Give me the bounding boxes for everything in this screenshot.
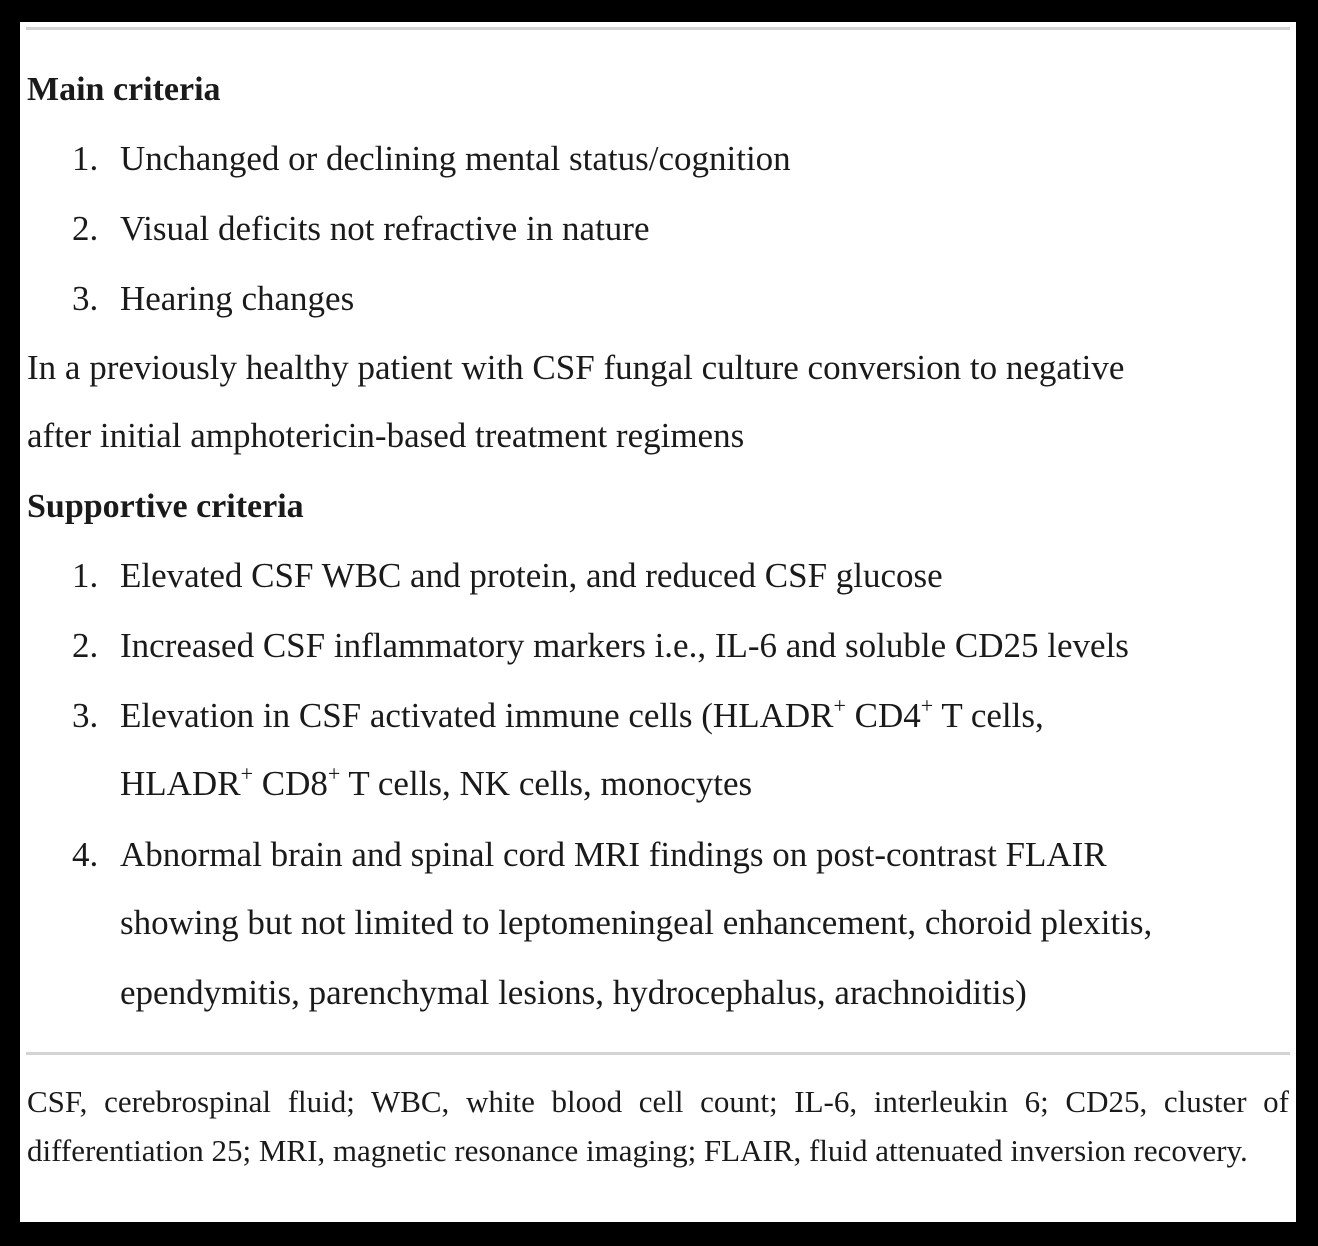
main-criteria-heading: Main criteria [27, 71, 221, 108]
item-number: 3. [72, 696, 99, 735]
criteria-table [20, 22, 1296, 1222]
text-segment: T cells, [933, 696, 1044, 735]
item-text: Hearing changes [120, 279, 355, 318]
text-segment: Elevation in CSF activated immune cells (HLADR [120, 696, 834, 735]
item-text-line-2 [120, 761, 753, 804]
top-rule [26, 27, 1290, 30]
item-number: 2. [72, 209, 99, 248]
item-text-line-2: showing but not limited to leptomeningeal enhancement, choroid plexitis, [120, 903, 1153, 942]
item-number: 3. [72, 279, 99, 318]
bottom-rule [26, 1052, 1290, 1055]
item-text: Visual deficits not refractive in nature [120, 209, 650, 248]
context-line-1: In a previously healthy patient with CSF fungal culture conversion to negative [27, 348, 1125, 387]
item-text-line-1: Abnormal brain and spinal cord MRI findings on post-contrast FLAIR [120, 835, 1107, 874]
text-segment: CD8 [252, 764, 328, 803]
table-footnote: CSF, cerebrospinal fluid; WBC, white blood cell count; IL-6, interleukin 6; CD25, cluster of differentiation 25; MRI, magnetic resonance imaging; FLAIR, fluid attenuated inversion recovery. [27, 1084, 1289, 1168]
text-segment: CD4 [845, 696, 921, 735]
item-text-line-1 [120, 693, 1044, 736]
item-text-line-3: ependymitis, parenchymal lesions, hydrocephalus, arachnoiditis) [120, 973, 1027, 1012]
item-text: Elevated CSF WBC and protein, and reduced CSF glucose [120, 556, 943, 595]
item-number: 1. [72, 139, 99, 178]
item-text: Unchanged or declining mental status/cognition [120, 139, 791, 178]
text-segment: T cells, NK cells, monocytes [340, 764, 753, 803]
context-line-2: after initial amphotericin-based treatment regimens [27, 416, 745, 455]
item-number: 2. [72, 626, 99, 665]
superscript-plus: + [833, 693, 846, 718]
superscript-plus: + [240, 761, 253, 786]
item-number: 4. [72, 835, 99, 874]
supportive-criteria-heading: Supportive criteria [27, 488, 304, 525]
text-segment: HLADR [120, 764, 241, 803]
superscript-plus: + [920, 693, 934, 718]
superscript-plus: + [327, 761, 341, 786]
item-number: 1. [72, 556, 99, 595]
item-text: Increased CSF inflammatory markers i.e., IL-6 and soluble CD25 levels [120, 626, 1129, 665]
